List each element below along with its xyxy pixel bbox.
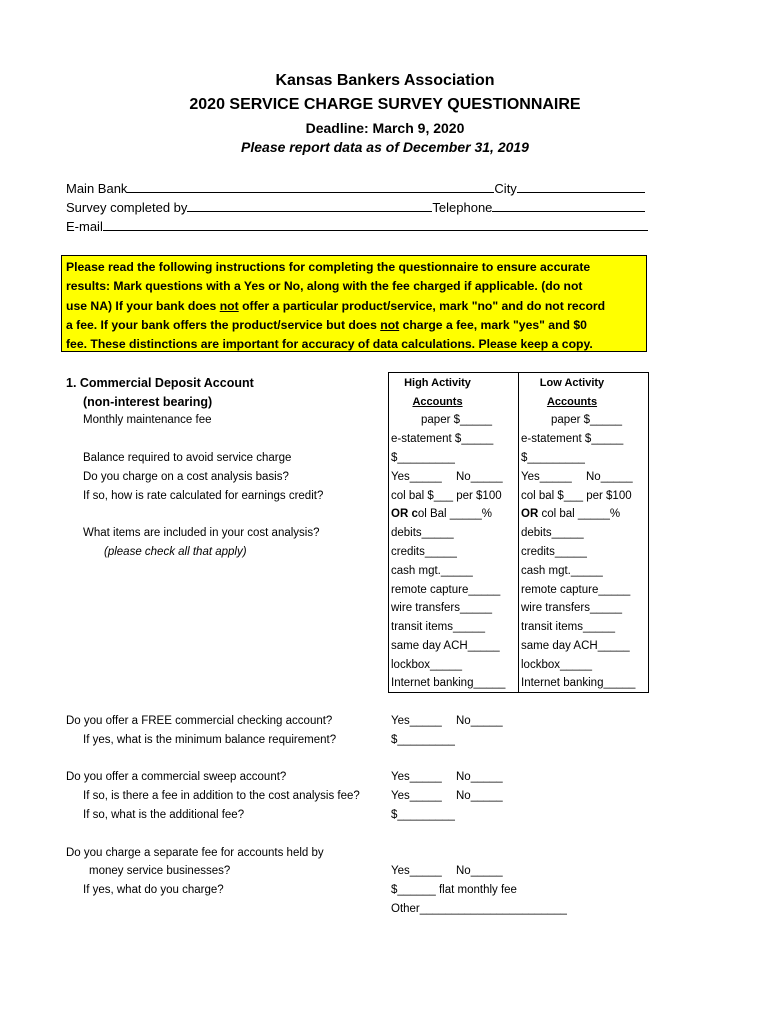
high-item-wire-transfers[interactable]: wire transfers_____	[391, 602, 492, 614]
sweep-yes[interactable]: Yes_____	[391, 771, 442, 783]
free-checking-yes[interactable]: Yes_____	[391, 715, 442, 727]
instructions-line: Please read the following instructions for completing the questionnaire to ensure accurate	[66, 260, 591, 274]
check-all-note: (please check all that apply)	[104, 546, 247, 558]
sweep-fee-question: If so, is there a fee in addition to the cost analysis fee?	[83, 790, 360, 802]
telephone-label: Telephone	[432, 200, 493, 215]
col-bal-percent: col bal _____%	[538, 508, 621, 520]
instructions-line	[66, 316, 642, 335]
survey-completed-field[interactable]	[66, 199, 645, 215]
email-line[interactable]	[103, 218, 648, 231]
free-checking-min-balance-question: If yes, what is the minimum balance requirement?	[83, 734, 337, 746]
high-item-internet-banking[interactable]: Internet banking_____	[391, 677, 506, 689]
high-item-remote-capture[interactable]: remote capture_____	[391, 584, 501, 596]
low-item-transit-items[interactable]: transit items_____	[521, 621, 615, 633]
low-item-remote-capture[interactable]: remote capture_____	[521, 584, 631, 596]
instructions-text: use NA) If your bank does	[66, 298, 220, 313]
instructions-line	[66, 297, 642, 316]
msb-question-continued: money service businesses?	[89, 865, 231, 877]
high-balance-required[interactable]: $_________	[391, 452, 455, 464]
msb-no[interactable]: No_____	[456, 865, 503, 877]
sweep-fee-no[interactable]: No_____	[456, 790, 503, 802]
low-item-internet-banking[interactable]: Internet banking_____	[521, 677, 636, 689]
low-item-wire-transfers[interactable]: wire transfers_____	[521, 602, 622, 614]
low-item-lockbox[interactable]: lockbox_____	[521, 659, 592, 671]
instructions-emphasis: not	[219, 298, 239, 313]
high-activity-heading: High Activity	[404, 377, 471, 389]
instructions-text: a fee. If your bank offers the product/service but does	[66, 317, 381, 332]
report-date-text: Please report data as of December 31, 2019	[241, 139, 529, 155]
msb-question: Do you charge a separate fee for accounts held by	[66, 847, 324, 859]
high-estatement-fee[interactable]: e-statement $_____	[391, 433, 494, 445]
free-checking-amount[interactable]: $_________	[391, 734, 455, 746]
high-yes-field[interactable]: Yes_____	[391, 471, 442, 483]
col-bal-percent: ol Bal _____%	[417, 508, 493, 520]
items-included-question: What items are included in your cost analysis?	[83, 527, 320, 539]
sweep-fee-amount[interactable]: $_________	[391, 809, 455, 821]
low-paper-fee[interactable]: paper $_____	[551, 414, 622, 426]
high-paper-fee[interactable]: paper $_____	[421, 414, 492, 426]
section1-subtitle: (non-interest bearing)	[83, 395, 213, 409]
instructions-box	[61, 255, 647, 352]
low-balance-required[interactable]: $_________	[521, 452, 585, 464]
or-label: OR	[521, 508, 539, 520]
main-bank-label: Main Bank	[66, 181, 128, 196]
balance-required-question: Balance required to avoid service charge	[83, 452, 292, 464]
sweep-no[interactable]: No_____	[456, 771, 503, 783]
free-checking-no[interactable]: No_____	[456, 715, 503, 727]
city-label: City	[494, 181, 517, 196]
instructions-line: results: Mark questions with a Yes or No, along with the fee charged if applicable. (do not	[66, 279, 583, 294]
city-line[interactable]	[517, 180, 645, 193]
instructions-line: fee. These distinctions are important for accuracy of data calculations. Please keep a copy.	[66, 337, 593, 352]
survey-completed-line[interactable]	[187, 199, 432, 212]
instructions-text: offer a particular product/service, mark "no" and do not record	[238, 298, 606, 313]
low-item-credits[interactable]: credits_____	[521, 546, 587, 558]
low-col-bal[interactable]: col bal $___ per $100	[521, 490, 632, 502]
low-or-col-bal[interactable]	[521, 508, 620, 520]
email-field[interactable]	[66, 218, 648, 234]
low-item-same-day-ach[interactable]: same day ACH_____	[521, 640, 630, 652]
free-checking-question: Do you offer a FREE commercial checking account?	[66, 715, 333, 727]
sweep-fee-yes[interactable]: Yes_____	[391, 790, 442, 802]
high-col-bal[interactable]: col bal $___ per $100	[391, 490, 502, 502]
rate-calc-question: If so, how is rate calculated for earnings credit?	[83, 490, 324, 502]
high-item-credits[interactable]: credits_____	[391, 546, 457, 558]
sweep-additional-fee-question: If so, what is the additional fee?	[83, 809, 245, 821]
msb-charge-question: If yes, what do you charge?	[83, 884, 224, 896]
high-item-same-day-ach[interactable]: same day ACH_____	[391, 640, 500, 652]
or-label: OR c	[391, 508, 418, 520]
telephone-line[interactable]	[492, 199, 645, 212]
msb-flat-fee[interactable]: $______ flat monthly fee	[391, 884, 517, 896]
low-activity-subheading: Accounts	[546, 396, 598, 408]
low-no-field[interactable]: No_____	[586, 471, 633, 483]
deadline-text: Deadline: March 9, 2020	[305, 120, 465, 136]
main-bank-field[interactable]	[66, 180, 645, 196]
survey-completed-label: Survey completed by	[66, 200, 188, 215]
instructions-emphasis: not	[380, 317, 400, 332]
organization-title: Kansas Bankers Association	[275, 72, 495, 89]
high-activity-subheading: Accounts	[412, 396, 463, 408]
table-divider	[518, 372, 519, 693]
low-item-cash-mgt[interactable]: cash mgt._____	[521, 565, 603, 577]
msb-other[interactable]: Other_______________________	[391, 903, 567, 915]
monthly-fee-question: Monthly maintenance fee	[83, 414, 212, 426]
low-activity-heading: Low Activity	[539, 377, 605, 389]
low-yes-field[interactable]: Yes_____	[521, 471, 572, 483]
high-item-cash-mgt[interactable]: cash mgt._____	[391, 565, 473, 577]
high-item-lockbox[interactable]: lockbox_____	[391, 659, 462, 671]
sweep-question: Do you offer a commercial sweep account?	[66, 771, 287, 783]
high-item-transit-items[interactable]: transit items_____	[391, 621, 485, 633]
cost-analysis-question: Do you charge on a cost analysis basis?	[83, 471, 289, 483]
high-item-debits[interactable]: debits_____	[391, 527, 454, 539]
low-estatement-fee[interactable]: e-statement $_____	[521, 433, 624, 445]
instructions-text: charge a fee, mark "yes" and $0	[399, 317, 587, 332]
high-no-field[interactable]: No_____	[456, 471, 503, 483]
survey-title: 2020 SERVICE CHARGE SURVEY QUESTIONNAIRE	[189, 96, 581, 113]
msb-yes[interactable]: Yes_____	[391, 865, 442, 877]
high-or-col-bal[interactable]	[391, 508, 492, 520]
main-bank-line[interactable]	[127, 180, 494, 193]
email-label: E-mail	[66, 219, 103, 234]
low-item-debits[interactable]: debits_____	[521, 527, 584, 539]
section1-title: 1. Commercial Deposit Account	[66, 376, 254, 390]
